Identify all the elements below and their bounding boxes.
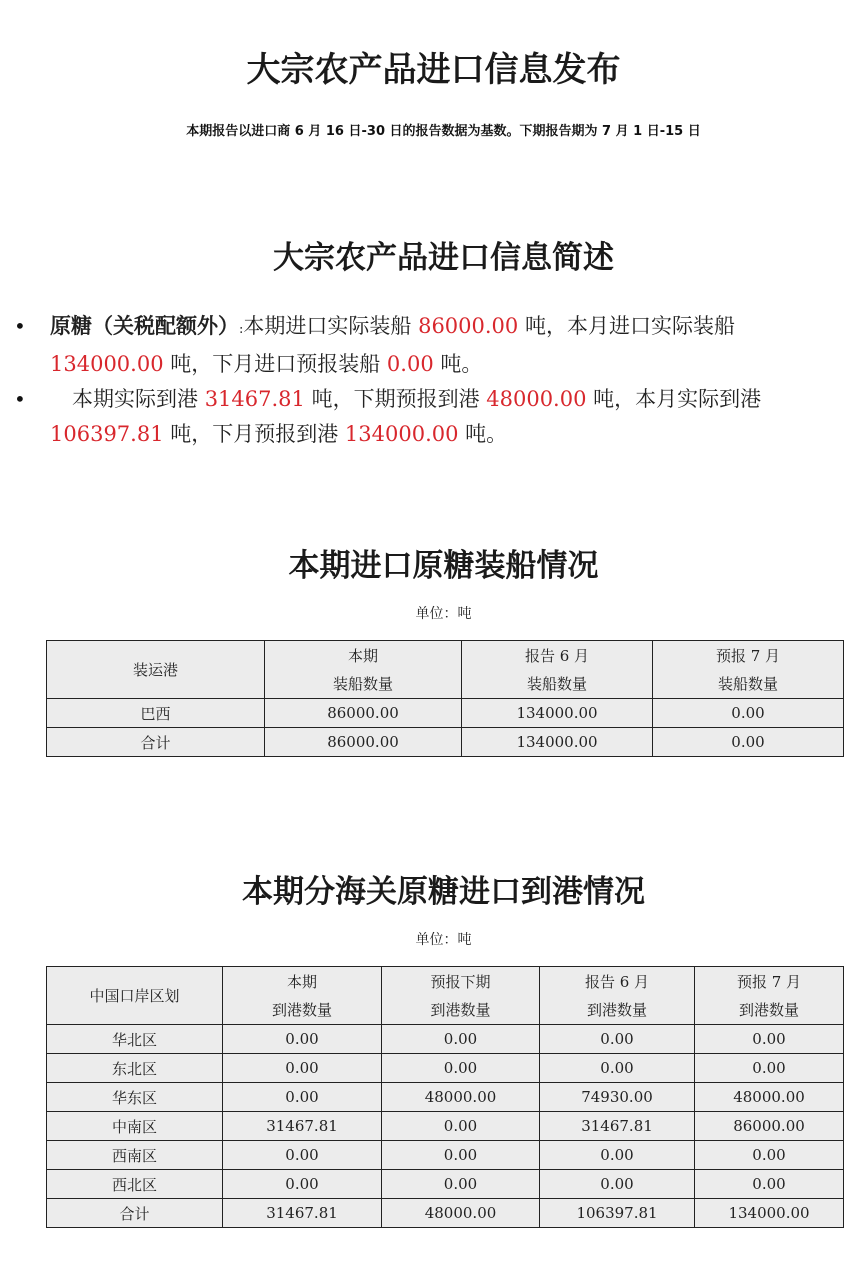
table-cell: 86000.00 <box>265 728 462 757</box>
summary-text: 本期实际到港 <box>72 387 205 411</box>
table-cell: 合计 <box>47 1199 223 1228</box>
table-cell: 0.00 <box>223 1083 382 1112</box>
table-row <box>47 1054 844 1083</box>
table-cell: 0.00 <box>223 1170 382 1199</box>
column-header-june-arrival: 报告 6 月 到港数量 <box>540 967 695 1025</box>
month-shipment-value: 134000.00 <box>50 352 164 376</box>
table-cell: 86000.00 <box>695 1112 844 1141</box>
table-row <box>47 1141 844 1170</box>
table-cell: 0.00 <box>653 728 844 757</box>
table-cell: 中南区 <box>47 1112 223 1141</box>
table-cell: 0.00 <box>653 699 844 728</box>
summary-text: 吨。 <box>433 352 483 376</box>
table-row <box>47 1112 844 1141</box>
table-cell: 0.00 <box>695 1054 844 1083</box>
next-month-arrival-value: 134000.00 <box>344 422 459 446</box>
summary-text: 吨，下月进口预报装船 <box>163 352 387 376</box>
current-shipment-value: 86000.00 <box>418 314 519 338</box>
column-header-current-arrival: 本期 到港数量 <box>223 967 382 1025</box>
shipment-table <box>46 640 844 757</box>
label-colon: : <box>239 322 244 337</box>
summary-text: 吨。 <box>458 422 508 446</box>
table-cell: 31467.81 <box>540 1112 695 1141</box>
table-cell: 东北区 <box>47 1054 223 1083</box>
table-cell: 0.00 <box>382 1141 540 1170</box>
table-cell: 华东区 <box>47 1083 223 1112</box>
summary-text: 本期进口实际装船 <box>243 314 419 338</box>
table-cell: 86000.00 <box>265 699 462 728</box>
summary-text: 吨，下期预报到港 <box>304 387 487 411</box>
summary-text: 吨，本月进口实际装船 <box>518 314 735 338</box>
table-header-row <box>47 641 844 699</box>
summary-text: 吨，本月实际到港 <box>586 387 762 411</box>
table-cell: 0.00 <box>695 1141 844 1170</box>
summary-item-raw-sugar-shipment <box>14 309 829 382</box>
table-row <box>47 1170 844 1199</box>
table-cell: 0.00 <box>382 1025 540 1054</box>
table-cell: 西北区 <box>47 1170 223 1199</box>
next-month-shipment-value: 0.00 <box>386 352 434 376</box>
table-cell: 74930.00 <box>540 1083 695 1112</box>
column-header-port: 装运港 <box>47 641 265 699</box>
table-cell: 华北区 <box>47 1025 223 1054</box>
table-cell: 134000.00 <box>462 728 653 757</box>
table-cell: 106397.81 <box>540 1199 695 1228</box>
summary-text: 吨，下月预报到港 <box>163 422 345 446</box>
table-cell: 31467.81 <box>223 1112 382 1141</box>
table-cell: 0.00 <box>382 1054 540 1083</box>
table-cell: 合计 <box>47 728 265 757</box>
column-header-region: 中国口岸区划 <box>47 967 223 1025</box>
shipment-unit-label: 单位：吨 <box>415 606 472 622</box>
table-cell: 0.00 <box>540 1170 695 1199</box>
column-header-june-shipment: 报告 6 月 装船数量 <box>462 641 653 699</box>
summary-list <box>14 309 829 452</box>
table-cell: 西南区 <box>47 1141 223 1170</box>
arrival-unit-label: 单位：吨 <box>415 932 472 948</box>
shipment-heading: 本期进口原糖装船情况 <box>288 548 599 584</box>
table-cell: 0.00 <box>382 1170 540 1199</box>
summary-heading: 大宗农产品进口信息简述 <box>273 240 614 276</box>
table-cell: 巴西 <box>47 699 265 728</box>
table-cell: 48000.00 <box>382 1199 540 1228</box>
page-title: 大宗农产品进口信息发布 <box>246 50 621 90</box>
table-cell: 0.00 <box>382 1112 540 1141</box>
table-cell: 0.00 <box>540 1141 695 1170</box>
current-arrival-value: 31467.81 <box>204 387 305 411</box>
arrival-heading: 本期分海关原糖进口到港情况 <box>242 874 645 910</box>
table-header-row <box>47 967 844 1025</box>
month-arrival-value: 106397.81 <box>50 422 164 446</box>
table-cell: 0.00 <box>695 1170 844 1199</box>
column-header-july-forecast-arrival: 预报 7 月 到港数量 <box>695 967 844 1025</box>
column-header-next-period-forecast: 预报下期 到港数量 <box>382 967 540 1025</box>
table-cell: 0.00 <box>223 1054 382 1083</box>
table-cell: 48000.00 <box>382 1083 540 1112</box>
report-period-note: 本期报告以进口商 6 月 16 日-30 日的报告数据为基数。下期报告期为 7 月 1 日-15 日 <box>186 124 701 139</box>
table-cell: 0.00 <box>223 1141 382 1170</box>
table-cell: 0.00 <box>695 1025 844 1054</box>
table-cell: 0.00 <box>223 1025 382 1054</box>
next-period-arrival-value: 48000.00 <box>486 387 587 411</box>
table-cell: 31467.81 <box>223 1199 382 1228</box>
table-row <box>47 699 844 728</box>
table-cell: 0.00 <box>540 1025 695 1054</box>
table-cell: 134000.00 <box>695 1199 844 1228</box>
table-row-total <box>47 728 844 757</box>
table-cell: 134000.00 <box>462 699 653 728</box>
summary-item-raw-sugar-arrival <box>14 382 829 452</box>
column-header-current-shipment: 本期 装船数量 <box>265 641 462 699</box>
table-row <box>47 1025 844 1054</box>
table-cell: 48000.00 <box>695 1083 844 1112</box>
table-cell: 0.00 <box>540 1054 695 1083</box>
arrival-table <box>46 966 844 1228</box>
column-header-july-forecast-shipment: 预报 7 月 装船数量 <box>653 641 844 699</box>
table-row-total <box>47 1199 844 1228</box>
table-row <box>47 1083 844 1112</box>
commodity-label: 原糖（关税配额外） <box>50 314 239 338</box>
